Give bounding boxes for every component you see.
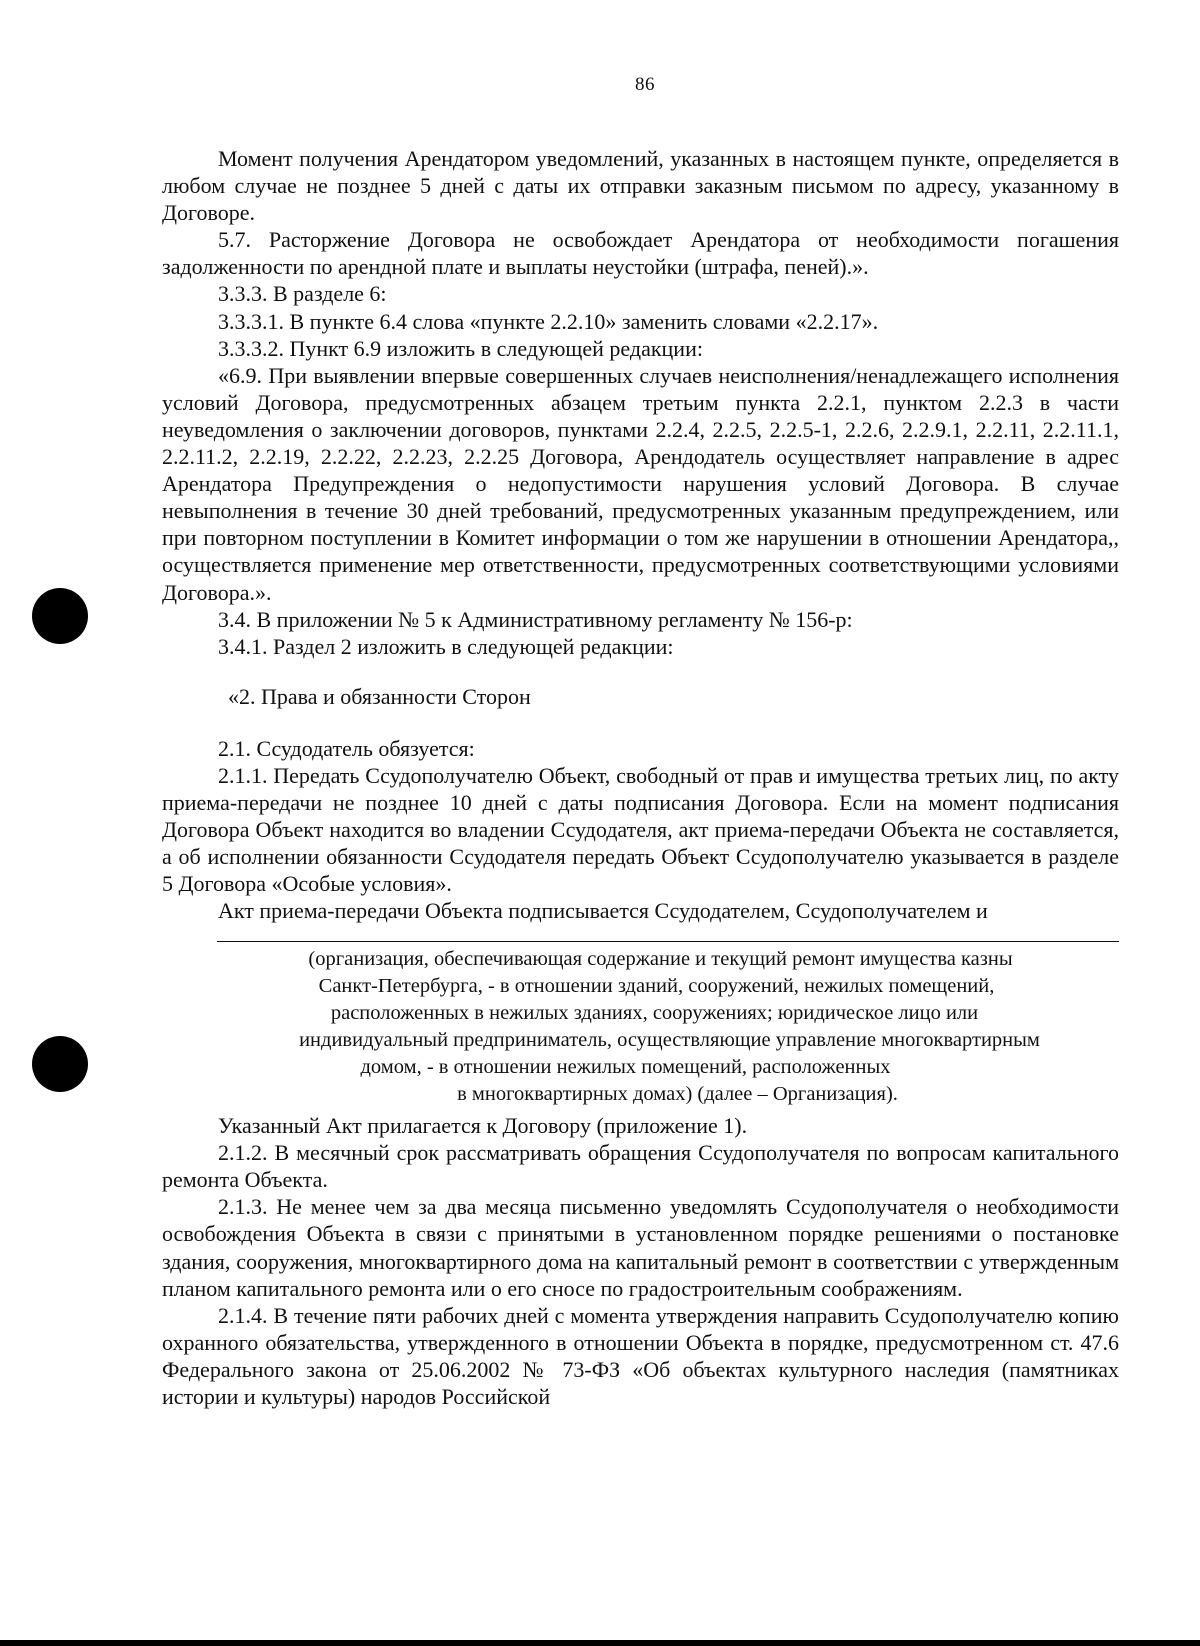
paragraph: «6.9. При выявлении впервые совершенных случаев неисполнения/ненадлежащего исполнения условий Договора, предусмотренных абзацем третьим пункта 2.2.1, пунктом 2.2.3 в части неуведомления о заключении договоров, пунктами 2.2.4, 2.2.5, 2.2.5-1, 2.2.6, 2.2.9.1, 2.2.11, 2.2.11.1, 2.2.11.2, 2.2.19, 2.2.22, 2.2.23, 2.2.25 Договора, Арендодатель осуществляет направление в адрес Арендатора Предупреждения о недопустимости нарушения условий Договора. В случае невыполнения в течение 30 дней требований, предусмотренных указанным предупреждением, или при повторном поступлении в Комитет информации о том же нарушении в отношении Арендатора,, осуществляется применение мер ответственности, предусмотренных соответствующими условиями Договора.». bbox=[162, 362, 1119, 605]
paragraph: 3.3.3.1. В пункте 6.4 слова «пункте 2.2.10» заменить словами «2.2.17». bbox=[218, 308, 879, 334]
fill-in-note bbox=[162, 946, 1119, 1109]
paragraph: 2.1.3. Не менее чем за два месяца письменно уведомлять Ссудополучателя о необходимости освобождения Объекта в связи с принятыми в установленном порядке решениями о постановке здания, сооружения, многоквартирного дома на капитальный ремонт в соответствии с утвержденным планом капитального ремонта или о его сносе по градостроительным соображениям. bbox=[162, 1194, 1119, 1301]
paragraph: Акт приема-передачи Объекта подписывается Ссудодателем, Ссудополучателем и bbox=[218, 898, 988, 924]
paragraph: 5.7. Расторжение Договора не освобождает Арендатора от необходимости погашения задолженности по арендной плате и выплаты неустойки (штрафа, пеней).». bbox=[162, 227, 1119, 280]
paragraph: 3.3.3. В разделе 6: bbox=[218, 281, 387, 307]
section-heading: «2. Права и обязанности Сторон bbox=[228, 683, 531, 709]
document-body bbox=[162, 145, 1119, 1410]
paragraph: 2.1.2. В месячный срок рассматривать обращения Ссудополучателя по вопросам капитального ремонта Объекта. bbox=[162, 1140, 1119, 1193]
page-number: 86 bbox=[635, 74, 655, 95]
paragraph: 3.3.3.2. Пункт 6.9 изложить в следующей редакции: bbox=[218, 335, 703, 361]
punch-hole-icon bbox=[32, 1036, 88, 1092]
note-line: индивидуальный предприниматель, осуществляющие управление многоквартирным bbox=[299, 1028, 1040, 1051]
paragraph: 2.1.4. В течение пяти рабочих дней с момента утверждения направить Ссудополучателю копию охранного обязательства, утвержденного в отношении Объекта в порядке, предусмотренном ст. 47.6 Федерального закона от 25.06.2002 № 73-ФЗ «Об объектах культурного наследия (памятниках истории и культуры) народов Российской bbox=[162, 1302, 1119, 1410]
paragraph: Момент получения Арендатором уведомлений, указанных в настоящем пункте, определяется в любом случае не позднее 5 дней с даты их отправки заказным письмом по адресу, указанному в Договоре. bbox=[162, 146, 1119, 226]
scan-edge bbox=[0, 1640, 1200, 1646]
paragraph: 2.1.1. Передать Ссудополучателю Объект, свободный от прав и имущества третьих лиц, по акту приема-передачи не позднее 10 дней с даты подписания Договора. Если на момент подписания Договора Объект находится во владении Ссудодателя, акт приема-передачи Объекта не составляется, а об исполнении обязанности Ссудодателя передать Объект Ссудополучателю указывается в разделе 5 Договора «Особые условия». bbox=[162, 762, 1119, 897]
fill-in-line bbox=[217, 941, 1119, 942]
note-line: Санкт-Петербурга, - в отношении зданий, сооружений, нежилых помещений, bbox=[318, 974, 995, 997]
note-line: (организация, обеспечивающая содержание и текущий ремонт имущества казны bbox=[308, 947, 1013, 970]
paragraph: 3.4.1. Раздел 2 изложить в следующей редакции: bbox=[218, 633, 674, 659]
punch-hole-icon bbox=[32, 588, 88, 644]
note-line: расположенных в нежилых зданиях, сооружениях; юридическое лицо или bbox=[330, 1001, 979, 1024]
note-line: домом, - в отношении нежилых помещений, расположенных bbox=[360, 1055, 891, 1078]
paragraph: 3.4. В приложении № 5 к Административному регламенту № 156-р: bbox=[218, 606, 853, 632]
paragraph: Указанный Акт прилагается к Договору (приложение 1). bbox=[218, 1113, 748, 1139]
paragraph: 2.1. Ссудодатель обязуется: bbox=[218, 735, 475, 761]
note-line: в многоквартирных домах) (далее – Организация). bbox=[457, 1083, 898, 1105]
